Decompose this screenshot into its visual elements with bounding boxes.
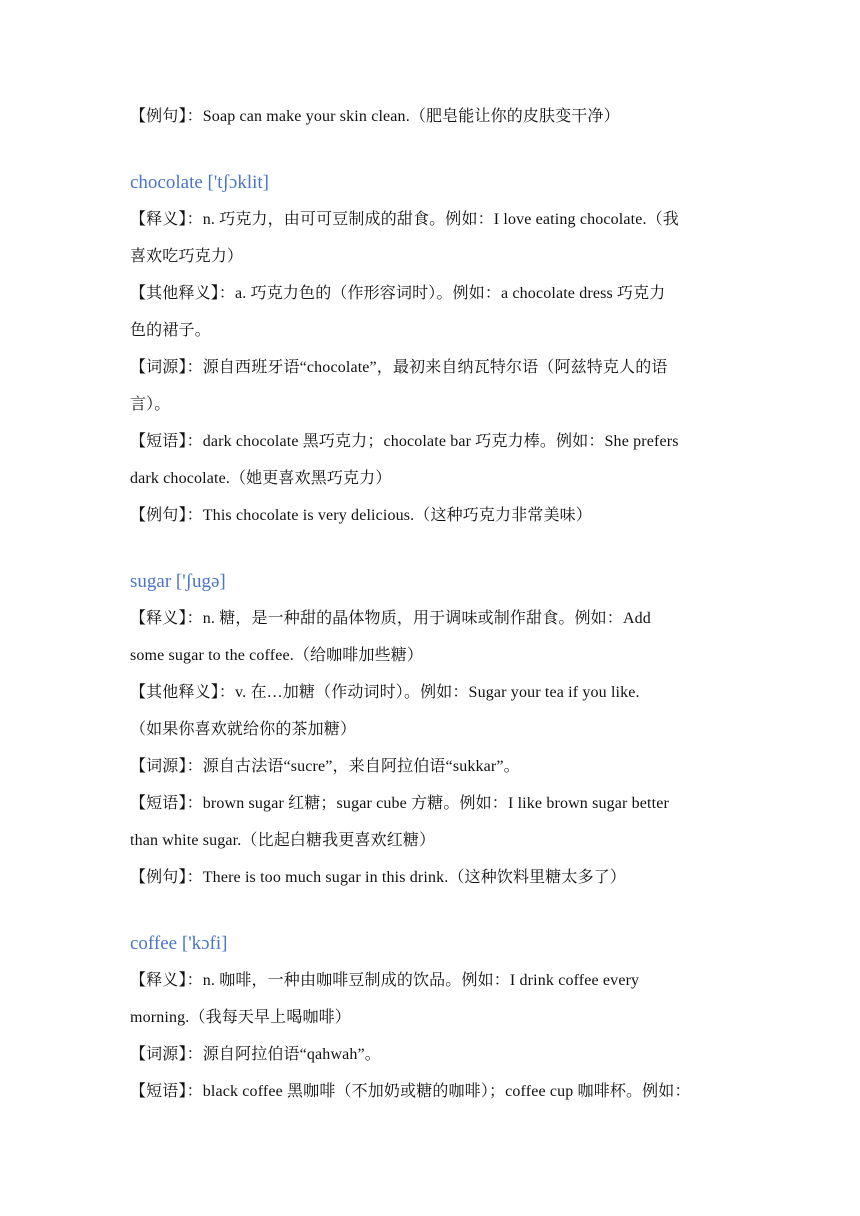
other-meaning-line: 【其他释义】：a. 巧克力色的（作形容词时）。例如：a chocolate dress 巧克力 [130,285,666,302]
etymology-line-cont: 言）。 [130,396,171,413]
entry-chocolate [130,164,730,534]
headword: coffee ['kɔfi] [130,933,228,954]
phrases-line: 【短语】：black coffee 黑咖啡（不加奶或糖的咖啡）；coffee cup 咖啡杯。例如： [130,1083,691,1100]
headword: sugar ['ʃugə] [130,571,226,592]
other-meaning-line: 【其他释义】：v. 在…加糖（作动词时）。例如：Sugar your tea if you like. [130,684,640,701]
entry-soap-tail [130,98,730,135]
definition-line-cont: some sugar to the coffee.（给咖啡加些糖） [130,647,424,664]
entry-gap [130,135,730,164]
phrases-line: 【短语】：dark chocolate 黑巧克力；chocolate bar 巧克力棒。例如：She prefers [130,433,679,450]
phrases-line-cont: than white sugar.（比起白糖我更喜欢红糖） [130,832,436,849]
definition-line: 【释义】：n. 咖啡，一种由咖啡豆制成的饮品。例如：I drink coffee every [130,972,640,989]
example-sentence-line: 【例句】：There is too much sugar in this drink.（这种饮料里糖太多了） [130,869,627,886]
definition-line: 【释义】：n. 巧克力，由可可豆制成的甜食。例如：I love eating chocolate.（我 [130,211,679,228]
example-sentence-line: 【例句】：This chocolate is very delicious.（这种巧克力非常美味） [130,507,592,524]
phrases-line-cont: dark chocolate.（她更喜欢黑巧克力） [130,470,392,487]
dictionary-content [130,98,730,1110]
etymology-line: 【词源】：源自西班牙语“chocolate”，最初来自纳瓦特尔语（阿兹特克人的语 [130,359,668,376]
entry-sugar [130,563,730,896]
definition-line-cont: morning.（我每天早上喝咖啡） [130,1009,351,1026]
etymology-line: 【词源】：源自古法语“sucre”，来自阿拉伯语“sukkar”。 [130,758,520,775]
entry-gap [130,534,730,563]
headword: chocolate ['tʃɔklit] [130,172,269,193]
entry-gap [130,896,730,925]
etymology-line: 【词源】：源自阿拉伯语“qahwah”。 [130,1046,381,1063]
example-sentence-line: 【例句】：Soap can make your skin clean.（肥皂能让你的皮肤变干净） [130,108,620,125]
definition-line: 【释义】：n. 糖，是一种甜的晶体物质，用于调味或制作甜食。例如：Add [130,610,651,627]
phrases-line: 【短语】：brown sugar 红糖；sugar cube 方糖。例如：I like brown sugar better [130,795,669,812]
entry-coffee [130,925,730,1110]
other-meaning-line-cont: （如果你喜欢就给你的茶加糖） [130,721,357,738]
definition-line-cont: 喜欢吃巧克力） [130,248,244,265]
other-meaning-line-cont: 色的裙子。 [130,322,211,339]
